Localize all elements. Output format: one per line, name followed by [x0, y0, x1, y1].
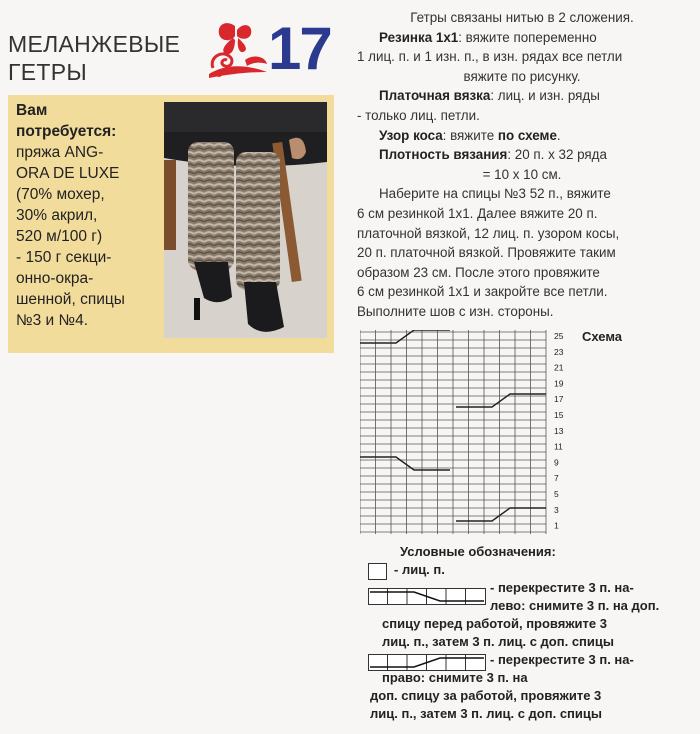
title-line-1: МЕЛАНЖЕВЫЕ: [8, 31, 181, 57]
body-line: 6 см резинкой 1х1 и закройте все петли.: [357, 284, 608, 300]
issue-number: 17: [268, 15, 331, 82]
legend-cross-right-2: право: снимите 3 п. на: [382, 670, 528, 685]
row-number-label: 19: [554, 378, 564, 389]
req-line: ORA DE LUXE: [16, 165, 120, 182]
legend-knit: - лиц. п.: [394, 562, 445, 577]
legend-cross-left-3: спицу перед работой, провяжите 3: [382, 616, 607, 631]
legend-cross-right-1: - перекрестите 3 п. на-: [490, 652, 634, 667]
cable-bold: по схеме: [497, 127, 557, 143]
req-line: 520 м/100 г): [16, 228, 103, 245]
row-number-label: 21: [554, 362, 564, 373]
body-line: 6 см резинкой 1х1. Далее вяжите 20 п.: [357, 205, 598, 221]
legend-cross-left-4: лиц. п., затем 3 п. лиц. с доп. спицы: [382, 634, 614, 649]
rib-line-2: 1 лиц. п. и 1 изн. п., в изн. рядах все петли: [357, 49, 623, 65]
cable-text: : вяжите: [442, 127, 498, 143]
cable-end: .: [556, 127, 561, 143]
body-line: Наберите на спицы №3 52 п., вяжите: [379, 186, 611, 202]
legend-cross-right-3: доп. спицу за работой, провяжите 3: [370, 688, 602, 703]
chart-label: Схема: [582, 329, 623, 344]
butterfly-ornament-icon: [205, 20, 277, 82]
body-line: Выполните шов с изн. стороны.: [357, 303, 554, 319]
cross-left-symbol-icon: [368, 588, 486, 606]
leg-warmers-photo: [164, 102, 327, 338]
req-line: - 150 г секци-: [16, 249, 112, 266]
legend-cross-left-1: - перекрестите 3 п. на-: [490, 580, 634, 595]
cable-label: Узор коса: [379, 127, 443, 143]
cable-cross-row-1: [456, 508, 546, 521]
rib-paragraph: [357, 28, 687, 48]
row-number-label: 23: [554, 346, 564, 357]
req-line: шенной, спицы: [16, 291, 125, 308]
row-number-label: 25: [554, 331, 564, 341]
garter-line-2: - только лиц. петли.: [357, 107, 480, 123]
row-number-label: 11: [554, 441, 563, 452]
knit-symbol-icon: [368, 563, 387, 580]
req-line: (70% мохер,: [16, 186, 105, 203]
req-line: 30% акрил,: [16, 207, 98, 224]
garter-label: Платочная вязка: [379, 88, 491, 104]
garter-line-1: : лиц. и изн. ряды: [490, 88, 600, 104]
row-number-label: 3: [554, 504, 559, 515]
legend-cross-right-4: лиц. п., затем 3 п. лиц. с доп. спицы: [370, 706, 602, 721]
req-line: онно-окра-: [16, 270, 94, 287]
row-number-label: 9: [554, 457, 559, 468]
row-number-label: 15: [554, 410, 564, 420]
body-line: платочной вязкой, 12 лиц. п. узором косы,: [357, 225, 620, 241]
gauge-line-2: = 10 х 10 см.: [482, 166, 562, 182]
body-line: 20 п. платочной вязкой. Провяжите таким: [357, 245, 616, 261]
gauge-paragraph: [357, 145, 687, 165]
row-number-label: 7: [554, 473, 559, 484]
intro-line: Гетры связаны нитью в 2 сложения.: [410, 10, 634, 25]
req-line: пряжа ANG-: [16, 144, 104, 161]
cable-paragraph: [357, 126, 687, 146]
requirements-heading-1: Вам: [16, 102, 48, 119]
row-number-label: 17: [554, 394, 564, 405]
gauge-label: Плотность вязания: [379, 147, 508, 163]
requirements-heading-2: потребуется:: [16, 123, 117, 140]
page-title: [8, 30, 180, 86]
req-line: №3 и №4.: [16, 312, 89, 329]
row-number-label: 13: [554, 425, 564, 436]
instructions-text: [357, 8, 687, 322]
requirements-text: [16, 100, 164, 331]
rib-line-3: вяжите по рисунку.: [463, 68, 581, 84]
gauge-line-1: : 20 п. х 32 ряда: [507, 147, 607, 163]
rib-label: Резинка 1х1: [379, 29, 459, 45]
cable-chart-grid: [360, 330, 585, 540]
legend-cross-left-2: лево: снимите 3 п. на доп.: [490, 598, 660, 613]
row-number-label: 1: [554, 520, 559, 531]
title-line-2: ГЕТРЫ: [8, 59, 88, 85]
body-line: образом 23 см. После этого провяжите: [357, 264, 600, 280]
rib-line-1: : вяжите попеременно: [458, 29, 597, 45]
row-number-label: 5: [554, 489, 559, 499]
garter-paragraph: [357, 86, 687, 106]
legend-title: Условные обозначения:: [400, 544, 556, 559]
